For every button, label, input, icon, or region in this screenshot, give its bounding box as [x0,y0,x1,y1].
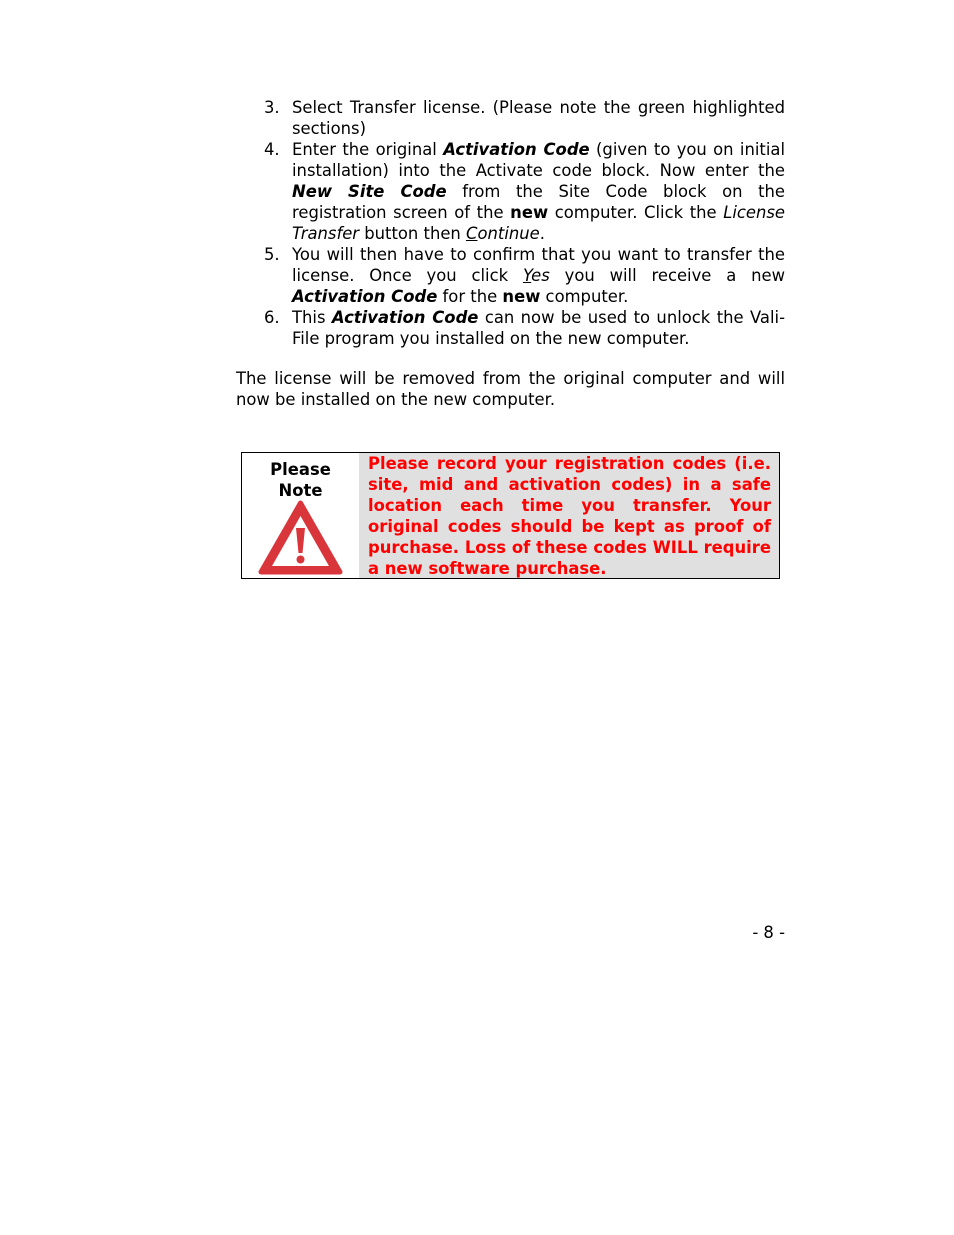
continue-mnemonic: C [466,224,478,243]
page-number: - 8 - [752,923,785,942]
step-text: button then [359,224,467,243]
step-number: 6. [264,308,280,327]
activation-code-term: Activation Code [331,308,479,327]
continue-rest: ontinue [477,224,540,243]
activation-code-term: Activation Code [443,140,590,159]
step-text: (given to you on initial installation) into the Activate code block. Now enter the [292,140,785,180]
note-message: Please record your registration codes (i.e. site, mid and activation codes) in a safe location each time you transfer. Your original codes should be kept as proof of purchase. Loss of these codes WILL require a new software purchase. [368,454,771,578]
step-text: you will receive a new [549,266,786,285]
yes-mnemonic: Y [522,266,532,285]
step-text: computer. [540,287,629,306]
step-text: for the [437,287,503,306]
step-text: Select Transfer license. (Please note the green highlighted sections) [292,98,785,138]
step-number: 3. [264,98,280,117]
step-text: You will then have to confirm that you want to transfer the license. Once you click [292,245,785,285]
yes-button-name [523,266,550,285]
step-text: . [539,224,545,243]
instruction-steps [236,97,785,349]
step-3 [236,97,785,139]
license-removal-paragraph: The license will be removed from the original computer and will now be installed on the new computer. [236,369,785,409]
warning-triangle-icon [258,500,343,576]
step-text: Enter the original [292,140,444,159]
step-4 [236,139,785,244]
step-number: 4. [264,140,280,159]
yes-rest: es [531,266,550,285]
step-5 [236,244,785,307]
step-text: can now be used to unlock the Vali-File program you installed on the new computer. [292,308,785,348]
step-6 [236,307,785,349]
note-heading [242,459,359,501]
step-text: This [292,308,332,327]
note-label-cell [242,453,359,578]
note-heading-line1: Please [270,460,331,479]
continue-button-name [466,224,540,243]
activation-code-term: Activation Code [292,287,438,306]
new-term: new [510,203,549,222]
step-number: 5. [264,245,280,264]
please-note-box [241,452,780,579]
note-heading-line2: Note [278,481,323,500]
new-site-code-term: New Site Code [292,182,447,201]
step-text: from the Site Code block on the registration screen of the [292,182,786,222]
license-transfer-button-name: License Transfer [292,203,785,243]
note-message-cell [359,453,779,578]
step-text: computer. Click the [548,203,724,222]
new-term: new [502,287,541,306]
